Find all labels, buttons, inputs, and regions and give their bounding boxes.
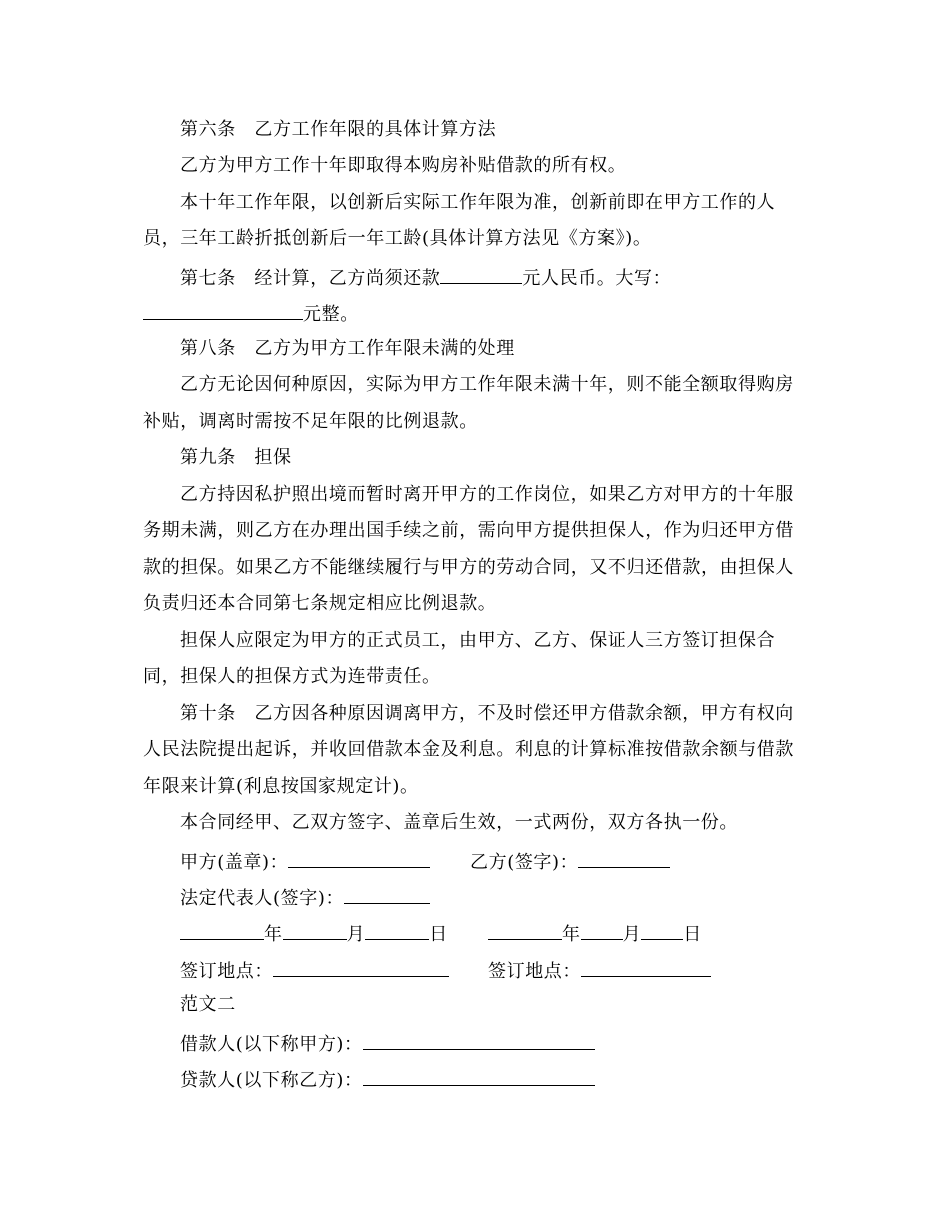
- legal-rep-blank[interactable]: [344, 884, 430, 904]
- paragraph-line: 款的担保。如果乙方不能继续履行与甲方的劳动合同，又不归还借款，由担保人: [143, 557, 794, 578]
- paragraph-line: 务期未满，则乙方在办理出国手续之前，需向甲方提供担保人，作为归还甲方借: [143, 520, 794, 541]
- signing-place-line-a: [180, 957, 449, 984]
- legal-rep-label: 法定代表人(签字)：: [180, 888, 345, 909]
- borrower-blank[interactable]: [363, 1030, 595, 1050]
- year-blank[interactable]: [488, 920, 562, 940]
- party-b-sign-line: [470, 848, 670, 875]
- signing-place-line-b: [488, 957, 711, 984]
- article-9-heading: 第九条 担保: [180, 447, 292, 468]
- year-label: 年: [264, 924, 283, 945]
- month-label: 月: [346, 924, 366, 945]
- paragraph-line: 补贴，调离时需按不足年限的比例退款。: [143, 411, 478, 432]
- lender-blank[interactable]: [363, 1066, 595, 1086]
- day-blank[interactable]: [365, 920, 429, 940]
- day-label: 日: [683, 924, 702, 945]
- article-10-line: 第十条 乙方因各种原因调离甲方，不及时偿还甲方借款余额，甲方有权向: [180, 703, 794, 724]
- effective-clause: 本合同经甲、乙双方签字、盖章后生效，一式两份，双方各执一份。: [180, 812, 738, 833]
- paragraph-line: 员，三年工龄折抵创新后一年工龄(具体计算方法见《方案》)。: [143, 228, 652, 249]
- signing-place-label: 签订地点：: [488, 961, 581, 982]
- month-blank[interactable]: [283, 920, 347, 940]
- paragraph-line: 本十年工作年限，以创新后实际工作年限为准，创新前即在甲方工作的人: [180, 192, 776, 213]
- paragraph-line: 乙方为甲方工作十年即取得本购房补贴借款的所有权。: [180, 155, 627, 176]
- article-7-line: [180, 264, 671, 291]
- article-6-heading: 第六条 乙方工作年限的具体计算方法: [180, 119, 497, 140]
- year-label: 年: [562, 924, 581, 945]
- paragraph-line: 负责归还本合同第七条规定相应比例退款。: [143, 593, 497, 614]
- paragraph-line: 人民法院提出起诉，并收回借款本金及利息。利息的计算标准按借款余额与借款: [143, 739, 794, 760]
- paragraph-line: 乙方无论因何种原因，实际为甲方工作年限未满十年，则不能全额取得购房: [180, 374, 794, 395]
- article-8-heading: 第八条 乙方为甲方工作年限未满的处理: [180, 338, 515, 359]
- signing-place-blank[interactable]: [581, 957, 711, 977]
- signing-place-label: 签订地点：: [180, 961, 273, 982]
- month-label: 月: [622, 924, 642, 945]
- amount-blank[interactable]: [440, 264, 522, 284]
- party-a-seal-label: 甲方(盖章)：: [180, 852, 289, 873]
- lender-line: [180, 1066, 595, 1093]
- paragraph-line: 年限来计算(利息按国家规定计)。: [143, 776, 419, 797]
- article-7-unit: 元人民币。大写：: [522, 268, 672, 289]
- lender-label: 贷款人(以下称乙方)：: [180, 1070, 363, 1091]
- borrower-line: [180, 1030, 595, 1057]
- amount-words-line: [143, 300, 359, 327]
- date-line-a: [180, 920, 448, 947]
- signing-place-blank[interactable]: [273, 957, 449, 977]
- day-blank[interactable]: [641, 920, 683, 940]
- article-7-text: 第七条 经计算，乙方尚须还款: [180, 268, 441, 289]
- party-a-seal-line: [180, 848, 430, 875]
- year-blank[interactable]: [180, 920, 264, 940]
- amount-words-unit: 元整。: [303, 304, 359, 325]
- party-a-seal-blank[interactable]: [288, 848, 430, 868]
- month-blank[interactable]: [581, 920, 623, 940]
- amount-words-blank[interactable]: [143, 300, 303, 320]
- date-line-b: [488, 920, 702, 947]
- paragraph-line: 同，担保人的担保方式为连带责任。: [143, 666, 441, 687]
- party-b-sign-blank[interactable]: [578, 848, 670, 868]
- day-label: 日: [429, 924, 448, 945]
- borrower-label: 借款人(以下称甲方)：: [180, 1034, 363, 1055]
- legal-rep-line: [180, 884, 430, 911]
- sample-2-title: 范文二: [180, 994, 236, 1015]
- party-b-sign-label: 乙方(签字)：: [470, 852, 579, 873]
- paragraph-line: 担保人应限定为甲方的正式员工，由甲方、乙方、保证人三方签订担保合: [180, 630, 776, 651]
- paragraph-line: 乙方持因私护照出境而暂时离开甲方的工作岗位，如果乙方对甲方的十年服: [180, 484, 794, 505]
